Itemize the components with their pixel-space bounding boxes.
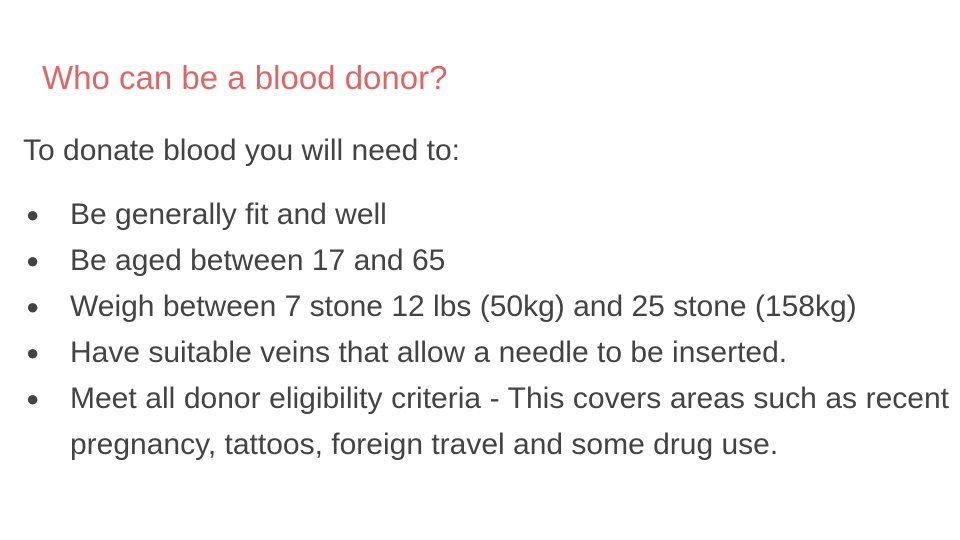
intro-text: To donate blood you will need to: xyxy=(23,134,460,167)
bullet-icon: ● xyxy=(26,294,40,319)
list-item xyxy=(23,376,949,468)
list-item xyxy=(23,284,949,330)
bullet-icon: ● xyxy=(26,386,40,411)
list-item-text: Be aged between 17 and 65 xyxy=(70,244,446,277)
requirements-list xyxy=(23,192,949,468)
list-item-text: Be generally fit and well xyxy=(70,198,387,231)
list-item xyxy=(23,330,949,376)
bullet-icon: ● xyxy=(26,202,40,227)
bullet-icon: ● xyxy=(26,340,40,365)
list-item xyxy=(23,192,949,238)
list-item-text: Have suitable veins that allow a needle to be inserted. xyxy=(70,336,788,369)
list-item-text: Meet all donor eligibility criteria - This covers areas such as recent pregnancy, tattoos, foreign travel and some drug use. xyxy=(70,382,949,461)
list-item-text: Weigh between 7 stone 12 lbs (50kg) and 25 stone (158kg) xyxy=(70,290,857,323)
bullet-icon: ● xyxy=(26,248,40,273)
slide-title: Who can be a blood donor? xyxy=(42,59,448,96)
list-item xyxy=(23,238,949,284)
